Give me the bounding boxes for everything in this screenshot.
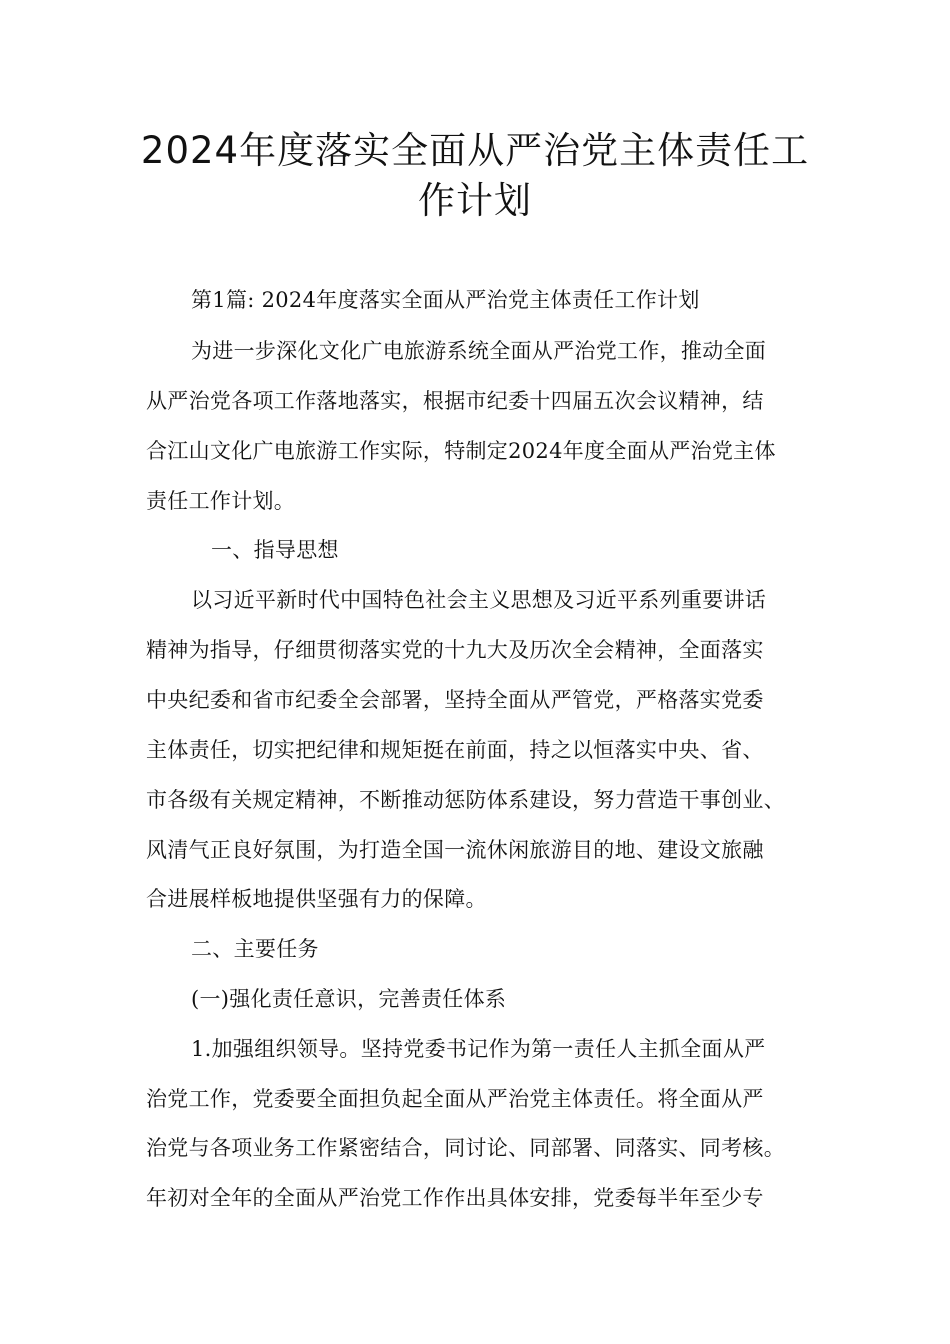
subsection-heading: (一)强化责任意识，完善责任体系 [191, 987, 507, 1011]
paragraph-line: 为进一步深化文化广电旅游系统全面从严治党工作，推动全面 [191, 339, 767, 363]
paragraph-line: 精神为指导，仔细贯彻落实党的十九大及历次全会精神，全面落实 [146, 638, 764, 662]
paragraph-line: 中央纪委和省市纪委全会部署，坚持全面从严管党，严格落实党委 [146, 688, 764, 712]
document-title-line-1: 2024年度落实全面从严治党主体责任工 [140, 129, 810, 172]
paragraph-line: 主体责任，切实把纪律和规矩挺在前面，持之以恒落实中央、省、 [146, 738, 764, 762]
paragraph-line: 风清气正良好氛围，为打造全国一流休闲旅游目的地、建设文旅融 [146, 838, 764, 862]
document-title-line-2: 作计划 [418, 179, 532, 222]
paragraph-line: 治党与各项业务工作紧密结合，同讨论、同部署、同落实、同考核。 [146, 1136, 785, 1160]
paragraph-line: 责任工作计划。 [146, 489, 296, 513]
paragraph-line: 合江山文化广电旅游工作实际，特制定2024年度全面从严治党主体 [146, 439, 776, 463]
section-heading: 二、主要任务 [191, 937, 319, 961]
paragraph-line: 从严治党各项工作落地落实，根据市纪委十四届五次会议精神，结 [146, 389, 764, 413]
paragraph-line: 合进展样板地提供坚强有力的保障。 [146, 887, 487, 911]
paragraph-line: 年初对全年的全面从严治党工作作出具体安排，党委每半年至少专 [146, 1186, 764, 1210]
paragraph-line: 以习近平新时代中国特色社会主义思想及习近平系列重要讲话 [191, 588, 767, 612]
article-heading: 第1篇: 2024年度落实全面从严治党主体责任工作计划 [191, 288, 700, 312]
paragraph-line: 治党工作，党委要全面担负起全面从严治党主体责任。将全面从严 [146, 1087, 764, 1111]
section-heading: 一、指导思想 [211, 538, 339, 562]
paragraph-line: 市各级有关规定精神，不断推动惩防体系建设，努力营造干事创业、 [146, 788, 785, 812]
paragraph-line: 1.加强组织领导。坚持党委书记作为第一责任人主抓全面从严 [191, 1037, 766, 1061]
